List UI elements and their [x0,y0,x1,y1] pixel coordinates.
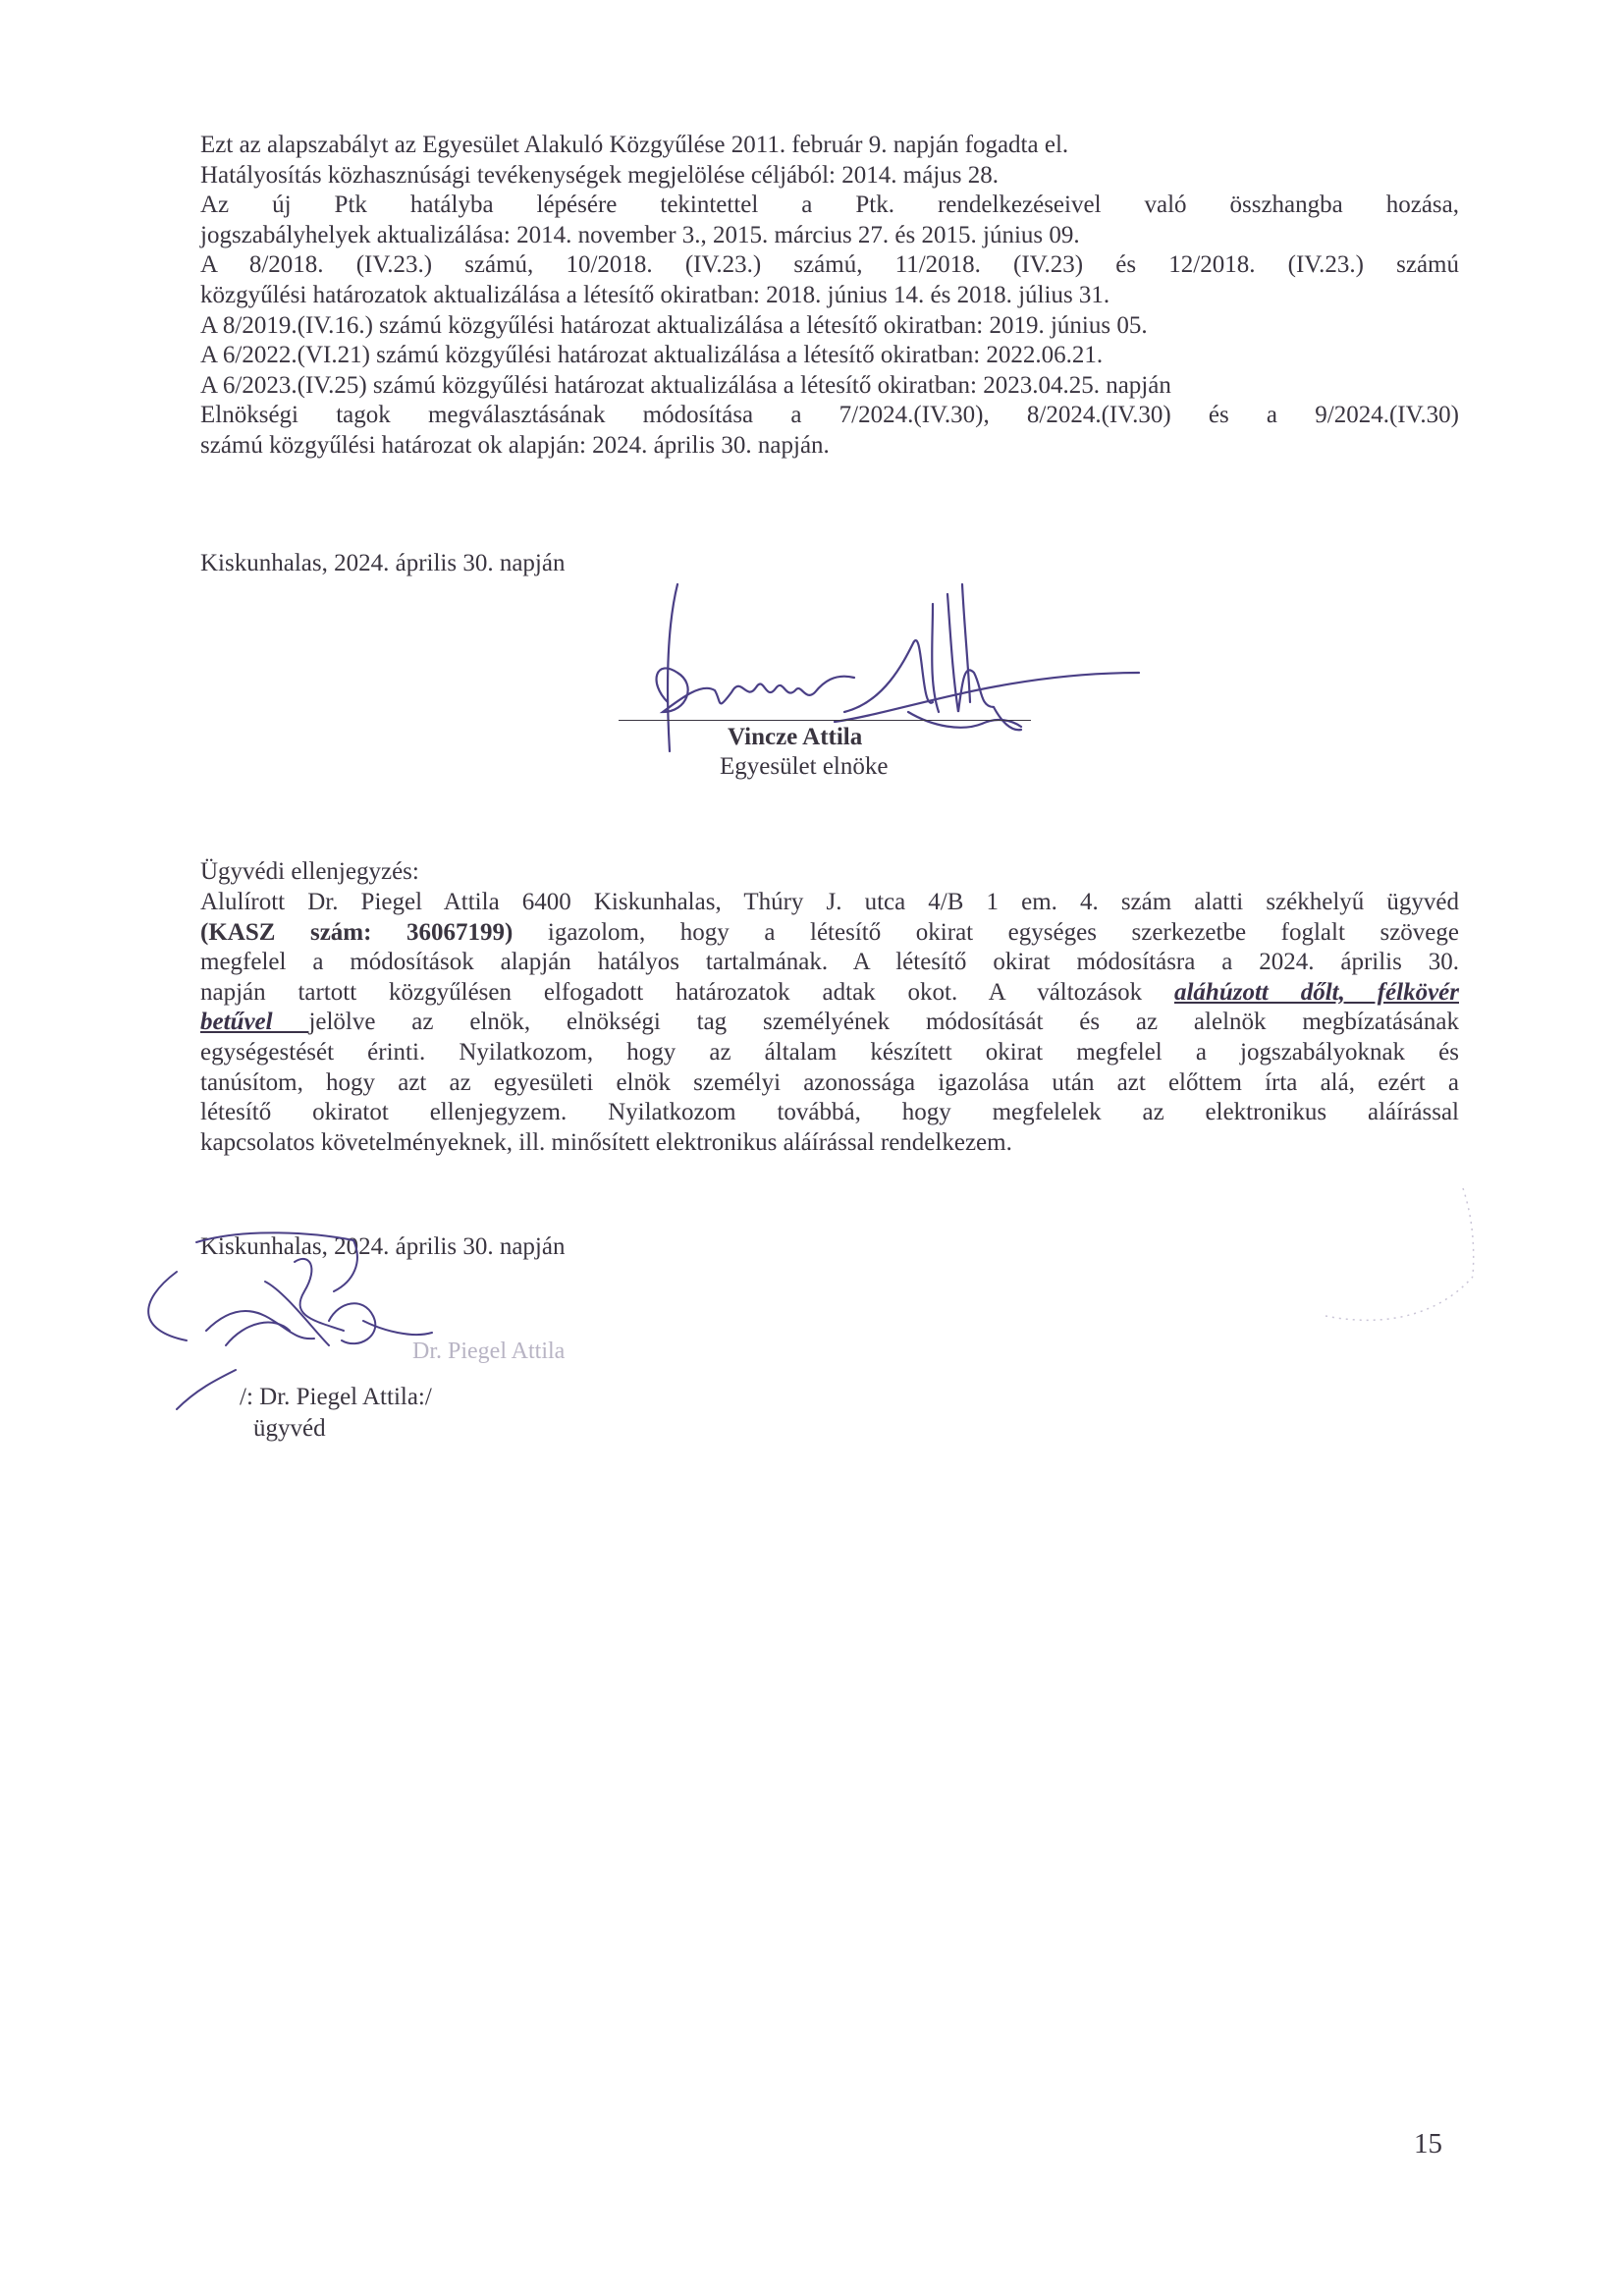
place-date-2: Kiskunhalas, 2024. április 30. napján [200,1233,566,1260]
history-line: jogszabályhelyek aktualizálása: 2014. november 3., 2015. március 27. és 2015. június 09. [200,221,1080,248]
signature-rule [619,720,1031,721]
place-date: Kiskunhalas, 2024. április 30. napján [200,550,566,576]
counter-line: egységestését érinti. Nyilatkozom, hogy az általam készített okirat megfelel a jogszabályoknak és [200,1038,1459,1066]
kasz-number: (KASZ szám: 36067199) [200,918,514,946]
counter-heading: Ügyvédi ellenjegyzés: [200,858,419,885]
counter-line: létesítő okiratot ellenjegyzem. Nyilatkozom továbbá, hogy megfelelek az elektronikus aláírással [200,1099,1459,1126]
signatory-name: Vincze Attila [728,724,863,750]
amendment-history [200,131,1459,462]
history-line: A 8/2018. (IV.23.) számú, 10/2018. (IV.23.) számú, 11/2018. (IV.23) és 12/2018. (IV.23.) számú [200,251,1459,279]
history-line: közgyűlési határozatok aktualizálása a létesítő okiratban: 2018. június 14. és 2018. július 31. [200,281,1110,308]
counter-line: (KASZ szám: 36067199) igazolom, hogy a létesítő okirat egységes szerkezetbe foglalt szövege [200,918,1459,946]
history-line: Az új Ptk hatályba lépésére tekintettel a Ptk. rendelkezéseivel való összhangba hozása, [200,191,1459,219]
president-signature [609,565,1159,761]
emphasis-sample: aláhúzott dőlt, félkövér [1173,978,1459,1006]
lawyer-stamp: Dr. Piegel Attila [412,1339,566,1364]
history-line: A 8/2019.(IV.16.) számú közgyűlési határozat aktualizálása a létesítő okiratban: 2019. június 05. [200,311,1148,339]
history-line: A 6/2022.(VI.21) számú közgyűlési határozat aktualizálása a létesítő okiratban: 2022.06.21. [200,342,1104,369]
history-line: Ezt az alapszabályt az Egyesület Alakuló Közgyűlése 2011. február 9. napján fogadta el. [200,132,1069,158]
counter-line: tanúsítom, hogy azt az egyesületi elnök személyi azonossága igazolása után azt előttem írta alá, ezért a [200,1068,1459,1096]
stamp-dots [1316,1159,1492,1355]
history-line: Hatályosítás közhasznúsági tevékenységek megjelölése céljából: 2014. május 28. [200,161,999,189]
history-line: A 6/2023.(IV.25) számú közgyűlési határozat aktualizálása a létesítő okiratban: 2023.04.25. napján [200,371,1171,399]
lawyer-title: ügyvéd [253,1415,326,1442]
lawyer-name: /: Dr. Piegel Attila:/ [240,1384,432,1410]
counter-line: Alulírott Dr. Piegel Attila 6400 Kiskunhalas, Thúry J. utca 4/B 1 em. 4. szám alatti székhelyű ügyvéd [200,889,1459,915]
emphasis-sample: betűvel [200,1009,309,1036]
page-number: 15 [1414,2128,1442,2159]
counter-line: megfelel a módosítások alapján hatályos tartalmának. A létesítő okirat módosításra a 2024. április 30. [200,949,1459,976]
counter-line: kapcsolatos követelményeknek, ill. minősített elektronikus aláírással rendelkezem. [200,1128,1012,1156]
signatory-role: Egyesület elnöke [720,753,889,780]
counter-line: napján tartott közgyűlésen elfogadott határozatok adtak okot. A változások aláhúzott dőlt, félkövér [200,978,1459,1006]
history-line: Elnökségi tagok megválasztásának módosítása a 7/2024.(IV.30), 8/2024.(IV.30) és a 9/2024.(IV.30) [200,402,1459,429]
counter-paragraph [200,888,1459,1158]
counter-line: betűvel jelölve az elnök, elnökségi tag személyének módosítását és az alelnök megbízatásának [200,1009,1459,1036]
history-line: számú közgyűlési határozat ok alapján: 2024. április 30. napján. [200,431,830,459]
lawyer-signature [118,1223,481,1409]
